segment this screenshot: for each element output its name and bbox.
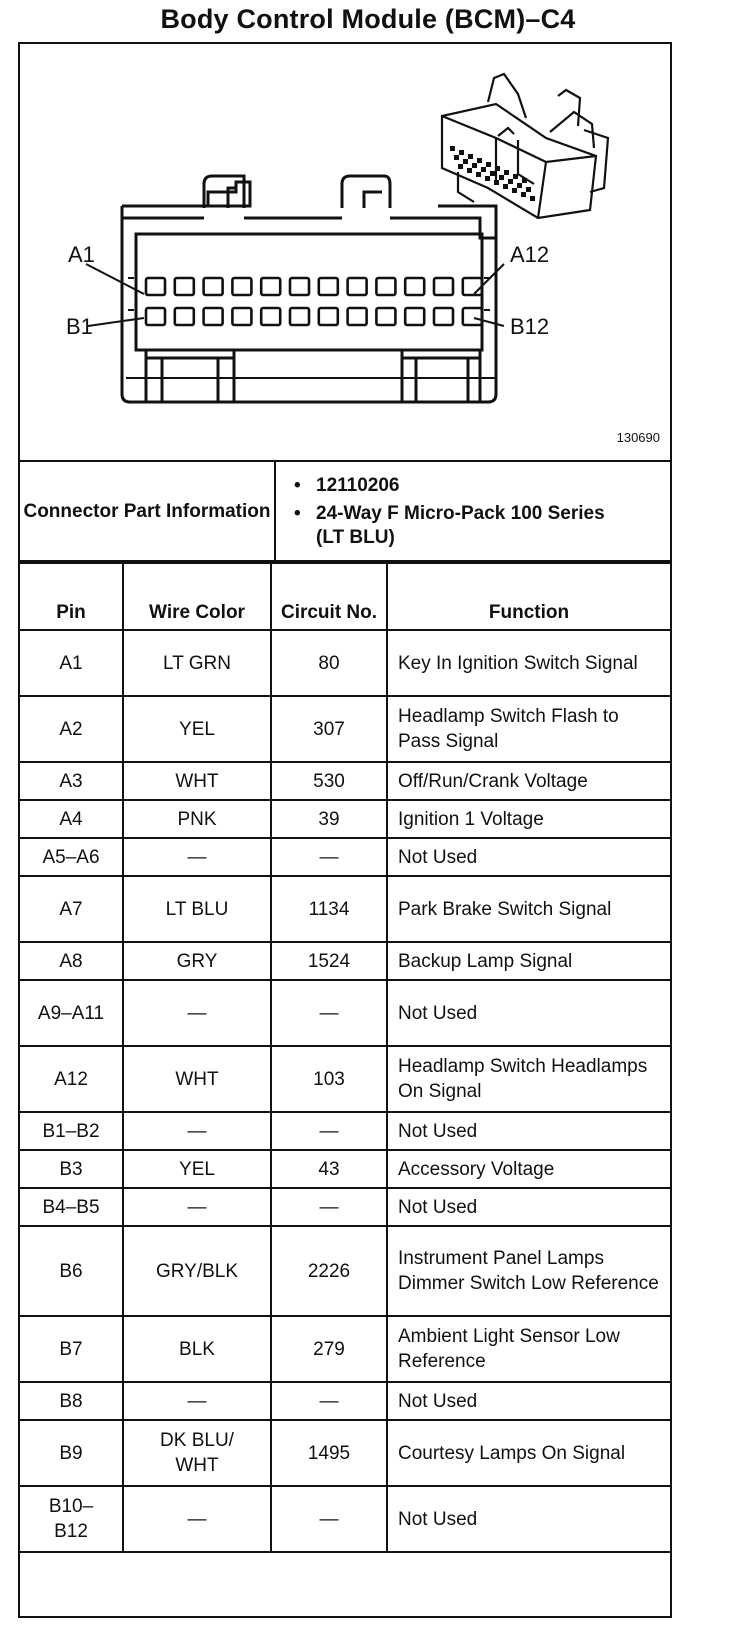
pin-cavity (204, 308, 223, 325)
pin-cavity (434, 308, 453, 325)
wire-color-cell: WHT (123, 1046, 271, 1112)
wire-color-cell: LT BLU (123, 876, 271, 942)
pin-label-b1: B1 (66, 314, 93, 339)
table-row (19, 1420, 671, 1486)
circuit-cell: — (271, 1486, 387, 1552)
wire-color-cell: GRY/BLK (123, 1226, 271, 1316)
header-circuit: Circuit No. (271, 561, 387, 630)
wire-color-cell: — (123, 1188, 271, 1226)
iso-cavity (530, 196, 535, 201)
pin-cavity (376, 308, 395, 325)
iso-cavity (459, 150, 464, 155)
pin-label-a1: A1 (68, 242, 95, 267)
pin-cavity (290, 278, 309, 295)
pin-cavity (405, 308, 424, 325)
pin-cavity (146, 278, 165, 295)
pin-cavity (434, 278, 453, 295)
wire-color-cell: WHT (123, 762, 271, 800)
wire-color-cell: YEL (123, 1150, 271, 1188)
pin-cell: B3 (19, 1150, 123, 1188)
header-wire-color: Wire Color (123, 561, 271, 630)
table-row (19, 762, 671, 800)
pin-cavity (175, 308, 194, 325)
table-header-row (19, 561, 671, 630)
pin-cell: A8 (19, 942, 123, 980)
wire-color-cell: — (123, 1486, 271, 1552)
pin-cell: A9–A11 (19, 980, 123, 1046)
table-row (19, 1316, 671, 1382)
table-row (19, 1150, 671, 1188)
connector-part-number: • 12110206 (316, 474, 669, 498)
wire-color-cell: BLK (123, 1316, 271, 1382)
function-cell: Not Used (387, 980, 671, 1046)
circuit-cell: 39 (271, 800, 387, 838)
circuit-cell: 1495 (271, 1420, 387, 1486)
table-row (19, 696, 671, 762)
iso-cavity (494, 180, 499, 185)
pin-cavity (348, 278, 367, 295)
pin-cavity (146, 308, 165, 325)
table-row (19, 1188, 671, 1226)
table-row (19, 1046, 671, 1112)
iso-cavity (481, 167, 486, 172)
iso-cavity (468, 154, 473, 159)
circuit-cell: — (271, 838, 387, 876)
pin-cell: A2 (19, 696, 123, 762)
function-cell: Headlamp Switch Flash to Pass Signal (387, 696, 671, 762)
iso-cavity (513, 174, 518, 179)
pin-cell: B6 (19, 1226, 123, 1316)
wire-color-cell: — (123, 980, 271, 1046)
function-cell: Not Used (387, 1382, 671, 1420)
connector-face-illustration (18, 42, 672, 462)
iso-cavity (499, 175, 504, 180)
iso-cavity (504, 170, 509, 175)
pin-cavity (261, 308, 280, 325)
function-cell: Not Used (387, 1112, 671, 1150)
iso-cavity (476, 172, 481, 177)
function-cell: Off/Run/Crank Voltage (387, 762, 671, 800)
pin-cell: A7 (19, 876, 123, 942)
iso-cavity (508, 179, 513, 184)
circuit-cell: 43 (271, 1150, 387, 1188)
pin-cell: B4–B5 (19, 1188, 123, 1226)
pin-cell: B9 (19, 1420, 123, 1486)
function-cell: Headlamp Switch Headlamps On Signal (387, 1046, 671, 1112)
circuit-cell: 2226 (271, 1226, 387, 1316)
table-row (19, 876, 671, 942)
table-row (19, 838, 671, 876)
iso-cavity (495, 166, 500, 171)
iso-cavity (463, 159, 468, 164)
function-cell: Not Used (387, 1188, 671, 1226)
wire-color-cell: — (123, 1382, 271, 1420)
function-cell: Ignition 1 Voltage (387, 800, 671, 838)
circuit-cell: — (271, 1382, 387, 1420)
pin-cell: A3 (19, 762, 123, 800)
circuit-cell: 80 (271, 630, 387, 696)
iso-cavity (503, 184, 508, 189)
connector-diagram (18, 42, 672, 462)
wire-color-cell: — (123, 1112, 271, 1150)
circuit-cell: 103 (271, 1046, 387, 1112)
function-cell: Ambient Light Sensor Low Reference (387, 1316, 671, 1382)
function-cell: Backup Lamp Signal (387, 942, 671, 980)
table-row (19, 1112, 671, 1150)
table-row (19, 1382, 671, 1420)
wire-color-cell: YEL (123, 696, 271, 762)
circuit-cell: — (271, 1112, 387, 1150)
pin-cavity (261, 278, 280, 295)
function-cell: Not Used (387, 1486, 671, 1552)
pin-cavity (204, 278, 223, 295)
pin-label-a12: A12 (510, 242, 550, 267)
pin-cell: A5–A6 (19, 838, 123, 876)
iso-cavity (490, 171, 495, 176)
wire-color-cell: LT GRN (123, 630, 271, 696)
circuit-cell: — (271, 980, 387, 1046)
pin-cavity (348, 308, 367, 325)
function-cell: Courtesy Lamps On Signal (387, 1420, 671, 1486)
circuit-cell: 530 (271, 762, 387, 800)
function-cell: Key In Ignition Switch Signal (387, 630, 671, 696)
table-row (19, 630, 671, 696)
pin-table (18, 560, 672, 1553)
pin-cavity (463, 308, 482, 325)
iso-cavity (526, 187, 531, 192)
table-row (19, 1486, 671, 1552)
pin-cell: B1–B2 (19, 1112, 123, 1150)
connector-info-items (275, 461, 671, 563)
pin-cavity (463, 278, 482, 295)
function-cell: Not Used (387, 838, 671, 876)
iso-cavity (521, 192, 526, 197)
header-pin: Pin (19, 561, 123, 630)
pin-cell: A12 (19, 1046, 123, 1112)
iso-cavity (512, 188, 517, 193)
iso-cavity (522, 178, 527, 183)
connector-info-table (18, 460, 672, 564)
pin-cavity (405, 278, 424, 295)
iso-cavity (472, 163, 477, 168)
circuit-cell: 279 (271, 1316, 387, 1382)
pin-label-b12: B12 (510, 314, 550, 339)
wire-color-cell: GRY (123, 942, 271, 980)
pin-cavity (232, 278, 251, 295)
pin-cavity (175, 278, 194, 295)
pin-cell: B10–B12 (19, 1486, 123, 1552)
circuit-cell: 1134 (271, 876, 387, 942)
iso-cavity (454, 155, 459, 160)
circuit-cell: 1524 (271, 942, 387, 980)
pin-cavity (319, 278, 338, 295)
function-cell: Accessory Voltage (387, 1150, 671, 1188)
iso-cavity (467, 168, 472, 173)
pin-cell: A4 (19, 800, 123, 838)
pin-cell: B7 (19, 1316, 123, 1382)
table-row (19, 1226, 671, 1316)
iso-cavity (486, 162, 491, 167)
table-row (19, 942, 671, 980)
iso-cavity (450, 146, 455, 151)
wire-color-cell: PNK (123, 800, 271, 838)
pin-cavity (376, 278, 395, 295)
iso-cavity (517, 183, 522, 188)
connector-info-label: Connector Part Information (19, 461, 275, 563)
pin-cavity (319, 308, 338, 325)
pin-cavity (290, 308, 309, 325)
function-cell: Park Brake Switch Signal (387, 876, 671, 942)
iso-cavity (485, 176, 490, 181)
iso-cavity (458, 164, 463, 169)
function-cell: Instrument Panel Lamps Dimmer Switch Low Reference (387, 1226, 671, 1316)
header-function: Function (387, 561, 671, 630)
wire-color-cell: — (123, 838, 271, 876)
figure-number: 130690 (616, 430, 660, 445)
pin-cell: A1 (19, 630, 123, 696)
pin-cell: B8 (19, 1382, 123, 1420)
table-row (19, 800, 671, 838)
table-row (19, 980, 671, 1046)
wire-color-cell: DK BLU/ WHT (123, 1420, 271, 1486)
connector-description: • 24-Way F Micro-Pack 100 Series (LT BLU) (316, 502, 606, 550)
iso-cavity (477, 158, 482, 163)
page-title: Body Control Module (BCM)–C4 (160, 4, 576, 34)
circuit-cell: 307 (271, 696, 387, 762)
pin-cavity (232, 308, 251, 325)
circuit-cell: — (271, 1188, 387, 1226)
